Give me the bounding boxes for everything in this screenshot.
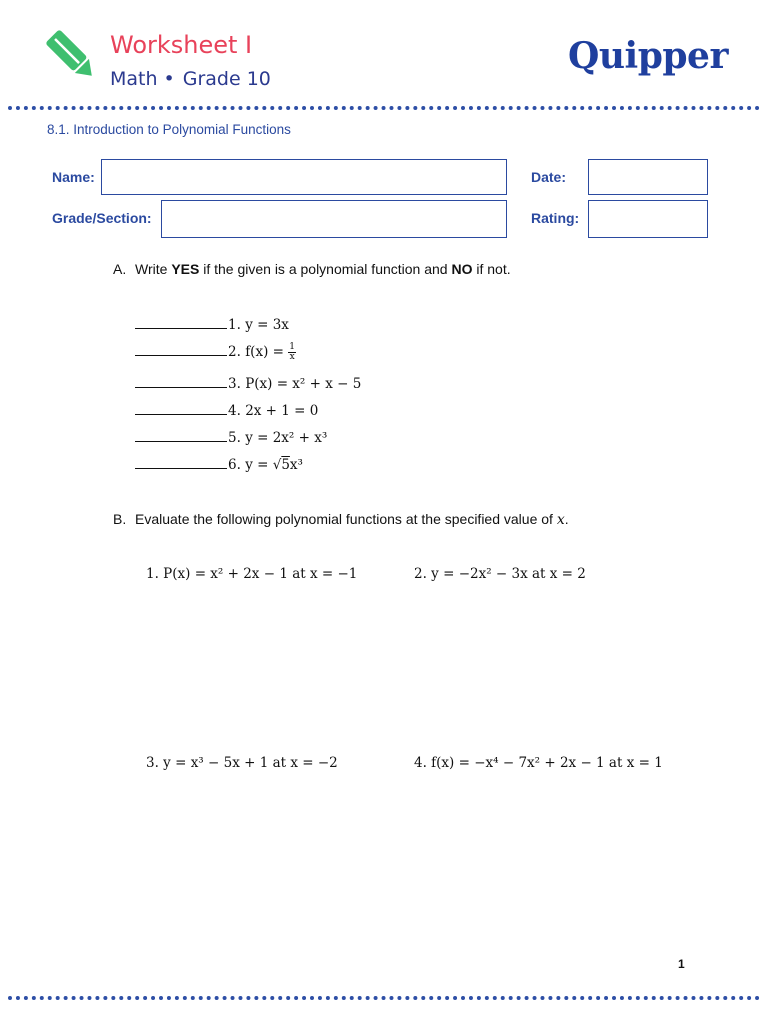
instruction-text: if not. bbox=[472, 261, 511, 277]
item-expression: y = 2x² + x³ bbox=[245, 430, 328, 446]
item-expression: f(x) = bbox=[245, 344, 289, 360]
item-expression: x³ bbox=[289, 457, 303, 473]
grade-label: Grade 10 bbox=[182, 68, 271, 90]
grade-section-label: Grade/Section: bbox=[52, 210, 152, 226]
yes-keyword: YES bbox=[171, 261, 200, 277]
page-number: 1 bbox=[678, 957, 685, 971]
item-number: 5. bbox=[228, 430, 241, 446]
instruction-text: . bbox=[564, 511, 569, 527]
date-field[interactable] bbox=[588, 159, 708, 195]
lesson-title: 8.1. Introduction to Polynomial Functions bbox=[47, 122, 291, 137]
item-number: 2. bbox=[228, 344, 241, 360]
subject-label: Math bbox=[110, 68, 158, 90]
rating-field[interactable] bbox=[588, 200, 708, 238]
pencil-icon bbox=[44, 26, 100, 86]
instruction-text: if the given is a polynomial function and bbox=[199, 261, 452, 277]
instruction-text: Evaluate the following polynomial functions at the specified value of bbox=[135, 511, 557, 527]
list-item bbox=[135, 375, 361, 392]
worksheet-title: Worksheet I bbox=[110, 31, 253, 59]
rating-label: Rating: bbox=[531, 210, 580, 226]
date-label: Date: bbox=[531, 169, 567, 185]
part-a-marker: A. bbox=[113, 261, 127, 277]
problem-3: 3. y = x³ − 5x + 1 at x = −2 bbox=[146, 755, 338, 771]
fraction-denominator: x bbox=[289, 352, 295, 362]
answer-blank[interactable] bbox=[135, 316, 227, 329]
item-expression: P(x) = x² + x − 5 bbox=[245, 376, 362, 392]
separator-dot: • bbox=[163, 68, 175, 90]
instruction-text: Write bbox=[135, 261, 172, 277]
list-item bbox=[135, 343, 296, 362]
item-number: 6. bbox=[228, 457, 241, 473]
no-keyword: NO bbox=[451, 261, 473, 277]
item-number: 1. bbox=[228, 317, 241, 333]
worksheet-subtitle bbox=[110, 68, 271, 90]
fraction bbox=[288, 343, 296, 362]
list-item bbox=[135, 456, 303, 473]
answer-blank[interactable] bbox=[135, 456, 227, 469]
list-item bbox=[135, 316, 289, 333]
grade-section-field[interactable] bbox=[161, 200, 507, 238]
top-divider bbox=[8, 106, 760, 110]
problem-1: 1. P(x) = x² + 2x − 1 at x = −1 bbox=[146, 566, 358, 582]
part-b-marker: B. bbox=[113, 511, 127, 527]
answer-blank[interactable] bbox=[135, 402, 227, 415]
answer-blank[interactable] bbox=[135, 343, 227, 356]
item-number: 3. bbox=[228, 376, 241, 392]
list-item bbox=[135, 402, 318, 419]
name-field[interactable] bbox=[101, 159, 507, 195]
answer-blank[interactable] bbox=[135, 375, 227, 388]
item-expression: y = √ bbox=[245, 457, 282, 473]
item-number: 4. bbox=[228, 403, 241, 419]
part-a-instruction bbox=[113, 261, 613, 279]
fraction-numerator: 1 bbox=[289, 342, 295, 352]
list-item bbox=[135, 429, 327, 446]
variable: x bbox=[556, 512, 565, 528]
answer-blank[interactable] bbox=[135, 429, 227, 442]
bottom-divider bbox=[8, 996, 760, 1000]
item-expression: y = 3x bbox=[245, 317, 289, 333]
part-b-instruction bbox=[113, 511, 633, 529]
problem-4: 4. f(x) = −x⁴ − 7x² + 2x − 1 at x = 1 bbox=[414, 755, 663, 771]
radicand: 5 bbox=[281, 457, 290, 473]
quipper-logo: Quipper bbox=[568, 35, 728, 77]
name-label: Name: bbox=[52, 169, 95, 185]
item-expression: 2x + 1 = 0 bbox=[245, 403, 319, 419]
problem-2: 2. y = −2x² − 3x at x = 2 bbox=[414, 566, 586, 582]
